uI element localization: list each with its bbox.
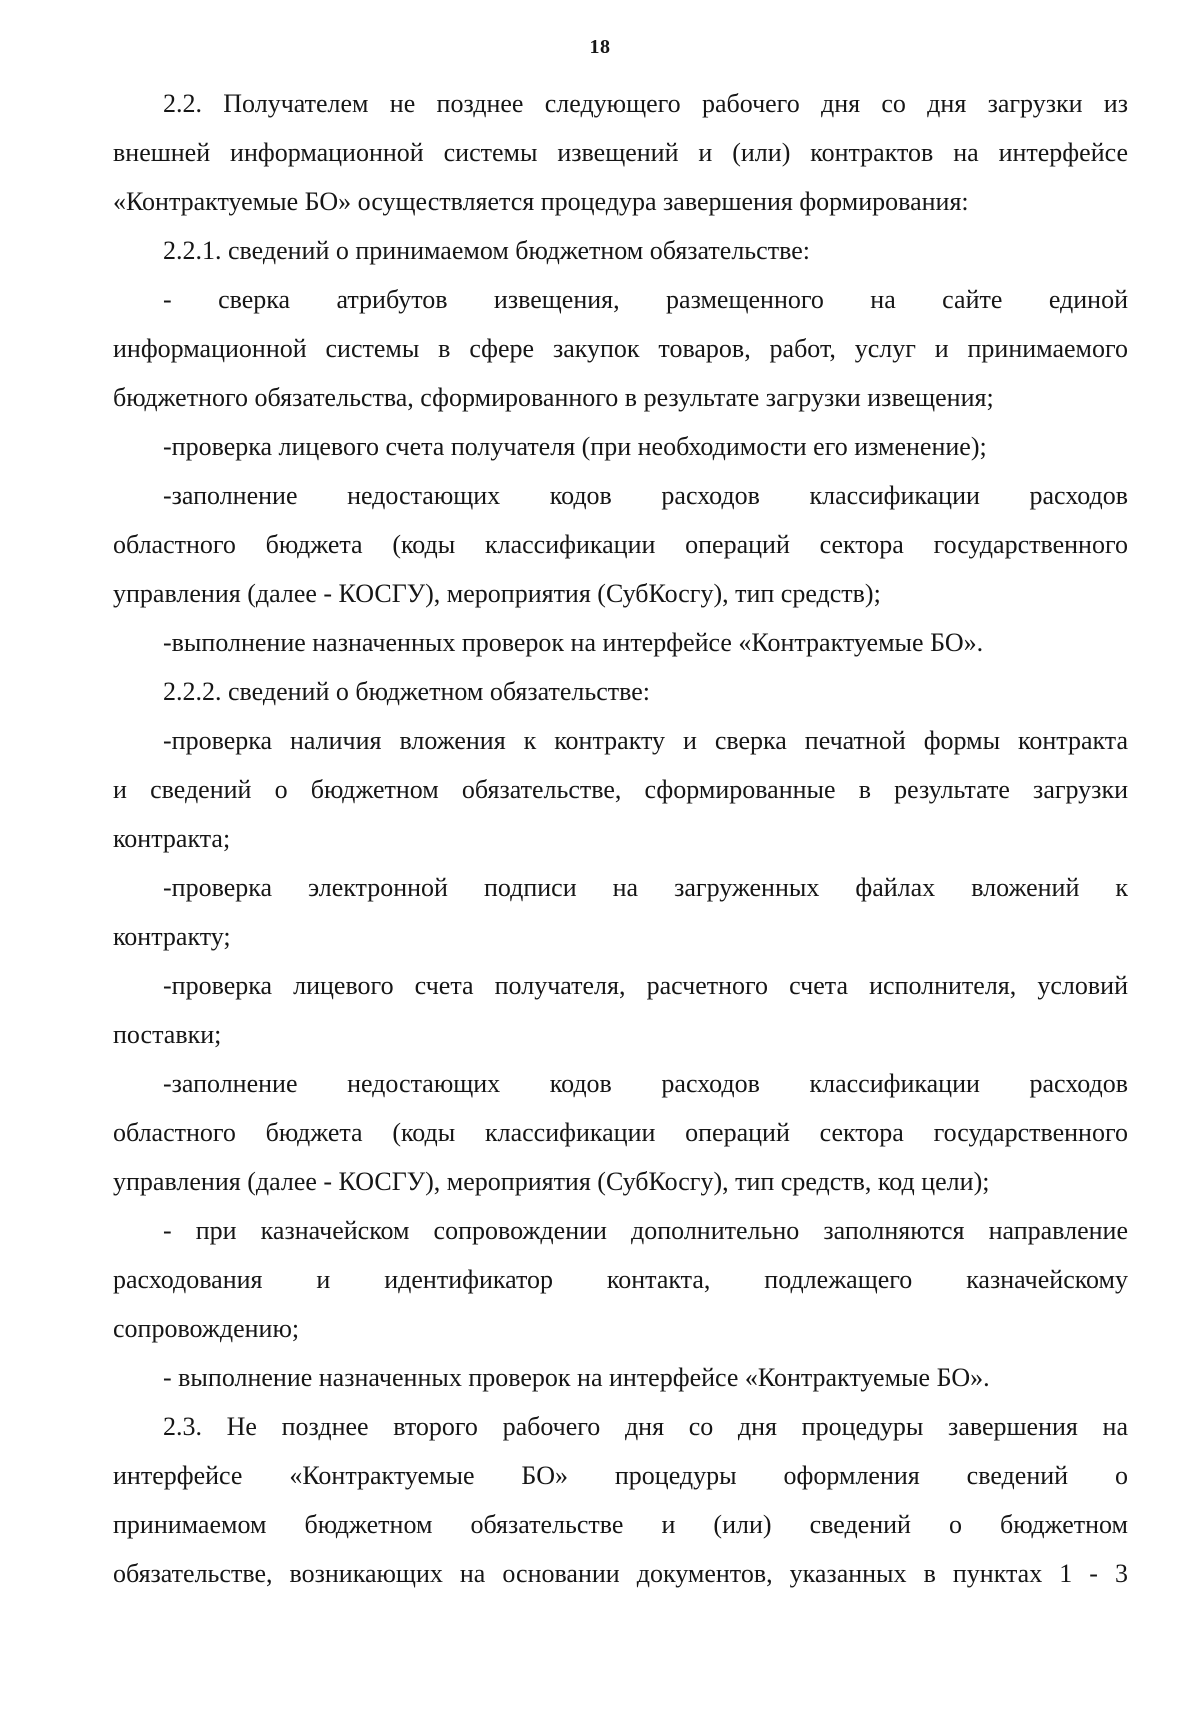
list-item-line: управления (далее - КОСГУ), мероприятия (СубКосгу), тип средств);	[113, 579, 881, 608]
list-item-line: бюджетного обязательства, сформированного в результате загрузки извещения;	[113, 383, 994, 412]
paragraph-2-2-line: 2.2. Получателем не позднее следующего рабочего дня со дня загрузки из	[163, 89, 1128, 118]
paragraph-2-3-line: обязательстве, возникающих на основании документов, указанных в пунктах 1 - 3	[113, 1559, 1128, 1588]
list-item-line: поставки;	[113, 1020, 222, 1049]
list-item-line: - сверка атрибутов извещения, размещенного на сайте единой	[163, 285, 1128, 314]
list-item-line: -заполнение недостающих кодов расходов классификации расходов	[163, 481, 1128, 510]
list-item-line: - при казначейском сопровождении дополнительно заполняются направление	[163, 1216, 1128, 1245]
paragraph-2-3-line: принимаемом бюджетном обязательстве и (или) сведений о бюджетном	[113, 1510, 1128, 1539]
list-item-line: информационной системы в сфере закупок товаров, работ, услуг и принимаемого	[113, 334, 1128, 363]
subparagraph-2-2-2-heading: 2.2.2. сведений о бюджетном обязательстве:	[163, 677, 651, 706]
page-number: 18	[589, 36, 611, 58]
list-item-line: -проверка лицевого счета получателя (при необходимости его изменение);	[163, 432, 987, 461]
list-item-line: областного бюджета (коды классификации операций сектора государственного	[113, 530, 1128, 559]
paragraph-2-2-line: внешней информационной системы извещений и (или) контрактов на интерфейсе	[113, 138, 1128, 167]
list-item-line: контракта;	[113, 824, 231, 853]
list-item-line: -заполнение недостающих кодов расходов классификации расходов	[163, 1069, 1128, 1098]
list-item-line: -проверка лицевого счета получателя, расчетного счета исполнителя, условий	[163, 971, 1128, 1000]
list-item-line: -выполнение назначенных проверок на интерфейсе «Контрактуемые БО».	[163, 628, 984, 657]
list-item-line: -проверка наличия вложения к контракту и сверка печатной формы контракта	[163, 726, 1128, 755]
list-item-line: и сведений о бюджетном обязательстве, сформированные в результате загрузки	[113, 775, 1128, 804]
list-item-line: - выполнение назначенных проверок на интерфейсе «Контрактуемые БО».	[163, 1363, 990, 1392]
paragraph-2-3-line: интерфейсе «Контрактуемые БО» процедуры оформления сведений о	[113, 1461, 1128, 1490]
paragraph-2-3-line: 2.3. Не позднее второго рабочего дня со дня процедуры завершения на	[163, 1412, 1128, 1441]
list-item-line: контракту;	[113, 922, 231, 951]
list-item-line: расходования и идентификатор контакта, подлежащего казначейскому	[113, 1265, 1128, 1294]
list-item-line: сопровождению;	[113, 1314, 300, 1343]
document-body	[113, 79, 1128, 1598]
subparagraph-2-2-1-heading: 2.2.1. сведений о принимаемом бюджетном обязательстве:	[163, 236, 810, 265]
paragraph-2-2-line: «Контрактуемые БО» осуществляется процедура завершения формирования:	[113, 187, 969, 216]
list-item-line: областного бюджета (коды классификации операций сектора государственного	[113, 1118, 1128, 1147]
list-item-line: управления (далее - КОСГУ), мероприятия (СубКосгу), тип средств, код цели);	[113, 1167, 990, 1196]
list-item-line: -проверка электронной подписи на загруженных файлах вложений к	[163, 873, 1128, 902]
